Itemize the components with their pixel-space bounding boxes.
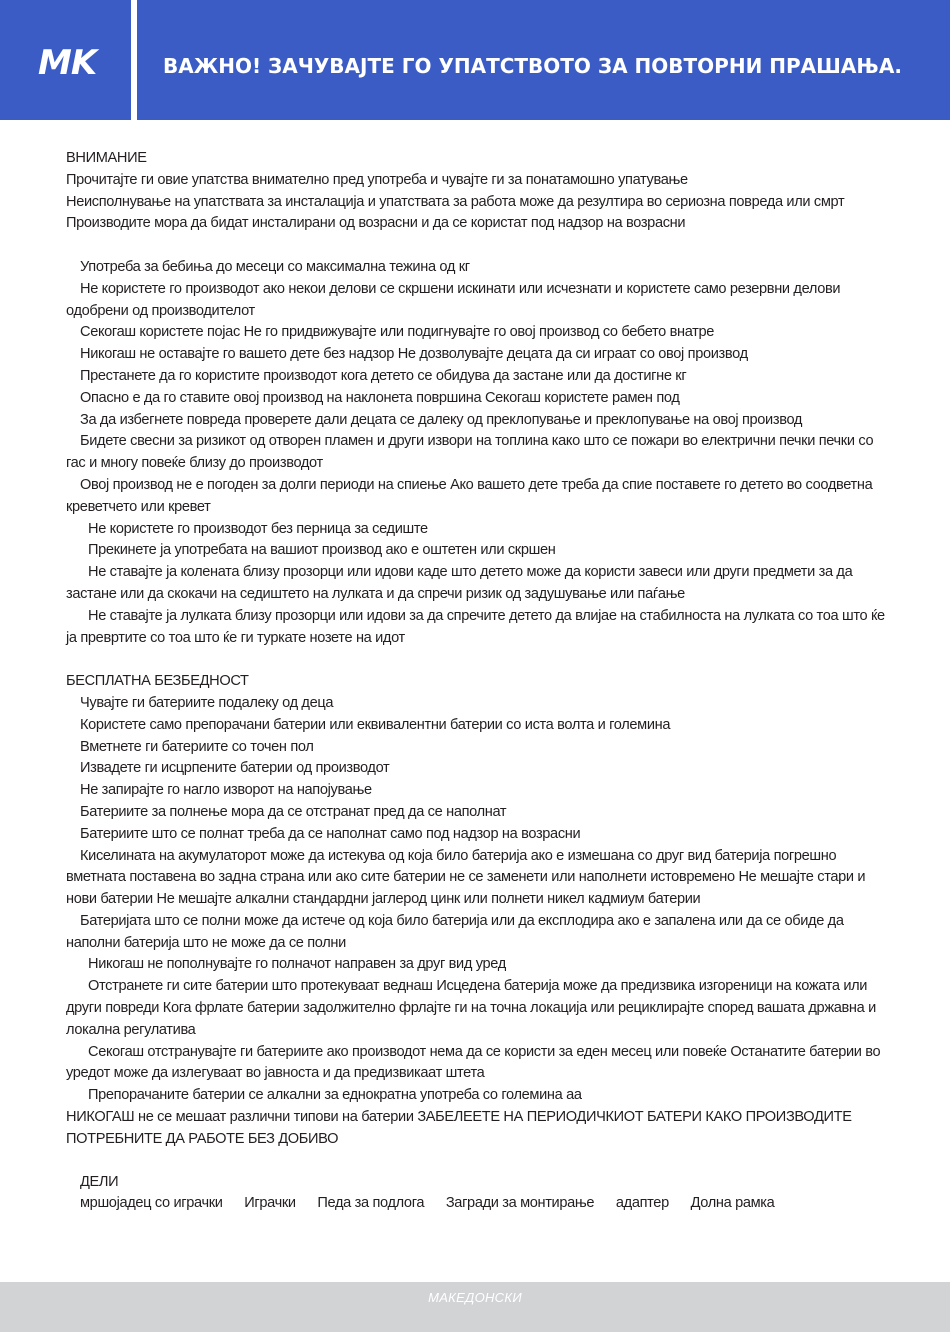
warning-item: Престанете да го користите производот кога детето се обидува да застане или да достигне кг xyxy=(80,367,687,384)
page-title: ВАЖНО! ЗАЧУВАЈТЕ ГО УПАТСТВОТО ЗА ПОВТОРНИ ПРАШАЊА. xyxy=(163,54,903,78)
spacer xyxy=(66,1151,892,1173)
warning-line: Неисполнување на упатствата за инсталација и упатствата за работа може да резултира во сериозна повреда или смрт xyxy=(66,193,845,210)
battery-item: Киселината на акумулаторот може да истекува од која било батерија ако е измешана со друг вид батерија погрешно вметната поставена во задна страна или ако сите батерии не се заменети или наполнети истовремено Не мешајте стари и нови батерии Не мешајте алкални стандардни јаглерод цинк или полнети никел кадмиум батерии xyxy=(66,847,866,908)
battery-item: Чувајте ги батериите подалеку од деца xyxy=(80,694,334,711)
battery-item: Батериите за полнење мора да се отстранат пред да се наполнат xyxy=(80,803,507,820)
warning-item: Опасно е да го ставите овој производ на наклонета површина Секогаш користете рамен под xyxy=(80,389,680,406)
battery-item: Извадете ги исцрпените батерии од производот xyxy=(80,760,390,777)
battery-item: Не запирајте го нагло изворот на напојување xyxy=(80,782,372,799)
warning-item: Никогаш не оставајте го вашето дете без надзор Не дозволувајте децата да си играат со овој производ xyxy=(80,346,748,363)
warning-item: Не користете го производот ако некои делови се скршени искинати или исчезнати и користете само резервни делови одобрени од производителот xyxy=(66,280,841,319)
battery-item: Никогаш не пополнувајте го полначот направен за друг вид уред xyxy=(88,956,506,973)
battery-item: Батериите што се полнат треба да се наполнат само под надзор на возрасни xyxy=(80,825,581,842)
header-banner xyxy=(0,0,950,120)
battery-item: Користете само препорачани батерии или еквивалентни батерии со иста волта и големина xyxy=(80,716,671,733)
battery-item: Батеријата што се полни може да истече од која било батерија или да експлодира ако е запалена или да се обиде да наполни батерија што не може да се полни xyxy=(66,912,844,951)
parts-list xyxy=(80,1193,792,1215)
warning-item: Бидете свесни за ризикот од отворен пламен и други извори на топлина како што се пожари во електрични печки печки со гас и многу повеќе близу до производот xyxy=(66,433,874,472)
spacer xyxy=(66,649,892,671)
battery-item: Отстранете ги сите батерии што протекуваат веднаш Исцедена батерија може да предизвика изгореници на кожата или други повреди Кога фрлате батерии задолжително фрлајте ги на точна локација или рециклирајте според вашата државна и локална регулатива xyxy=(66,978,876,1038)
part-item: адаптер xyxy=(615,1195,669,1211)
language-logo: MK xyxy=(38,43,97,83)
spacer xyxy=(66,235,892,257)
battery-item: Секогаш отстранувајте ги батериите ако производот нема да се користи за еден месец или повеќе Останатите батерии во уредот може да излегуваат во јавноста и да предизвикаат штета xyxy=(66,1043,881,1082)
battery-closing: НИКОГАШ не се мешаат различни типови на батерии ЗАБЕЛЕЕТЕ НА ПЕРИОДИЧКИОТ БАТЕРИ КАКО ПРОИЗВОДИТЕ ПОТРЕБНИТЕ ДА РАБОТЕ БЕЗ ДОБИВО xyxy=(66,1109,852,1147)
warning-item: За да избегнете повреда проверете дали децата се далеку од преклопување и преклопување на овој производ xyxy=(80,411,803,428)
battery-item: Препорачаните батерии се алкални за еднократна употреба со големина аа xyxy=(88,1087,582,1104)
warning-item: Овој производ не е погоден за долги периоди на спиење Ако вашето дете треба да спие поставете го детето во соодветна креветчето или кревет xyxy=(66,476,873,515)
warning-item: Употреба за бебиња до месеци со максимална тежина од кг xyxy=(80,258,470,275)
warning-item: Не користете го производот без перница за седиште xyxy=(88,520,428,537)
warning-line: Прочитајте ги овие упатства внимателно пред употреба и чувајте ги за понатамошно упатување xyxy=(66,171,688,188)
part-item: мршојадец со играчки xyxy=(80,1195,223,1211)
warning-item: Не ставајте ја колената близу прозорци или идови каде што детето може да користи завеси или други предмети за да застане или да скокачи на седиштето на лулката и да спречи ризик од задушување или паѓање xyxy=(66,564,853,602)
battery-heading: БЕСПЛАТНА БЕЗБЕДНОСТ xyxy=(66,673,249,690)
warning-item: Секогаш користете појас Не го придвижувајте или подигнувајте го овој производ со бебето внатре xyxy=(80,324,715,341)
part-item: Играчки xyxy=(244,1195,296,1211)
part-item: Долна рамка xyxy=(690,1195,775,1211)
warning-line: Производите мора да бидат инсталирани од возрасни и да се користат под надзор на возрасни xyxy=(66,215,686,232)
warning-heading: ВНИМАНИЕ xyxy=(66,150,147,166)
footer-language-label: МАКЕДОНСКИ xyxy=(428,1290,522,1305)
warning-item: Прекинете ја употребата на вашиот производ ако е оштетен или скршен xyxy=(88,542,556,559)
part-item: Загради за монтирање xyxy=(445,1195,595,1211)
part-item: Педа за подлога xyxy=(317,1195,425,1211)
parts-heading: ДЕЛИ xyxy=(80,1174,119,1191)
warning-item: Не ставајте ја лулката близу прозорци или идови за да спречите детето да влијае на стабилноста на лулката со тоа што ќе ја превртите со тоа што ќе ги туркате нозете на идот xyxy=(66,607,885,646)
battery-item: Вметнете ги батериите со точен пол xyxy=(80,738,314,755)
header-divider xyxy=(131,0,137,120)
manual-content xyxy=(66,148,892,1194)
